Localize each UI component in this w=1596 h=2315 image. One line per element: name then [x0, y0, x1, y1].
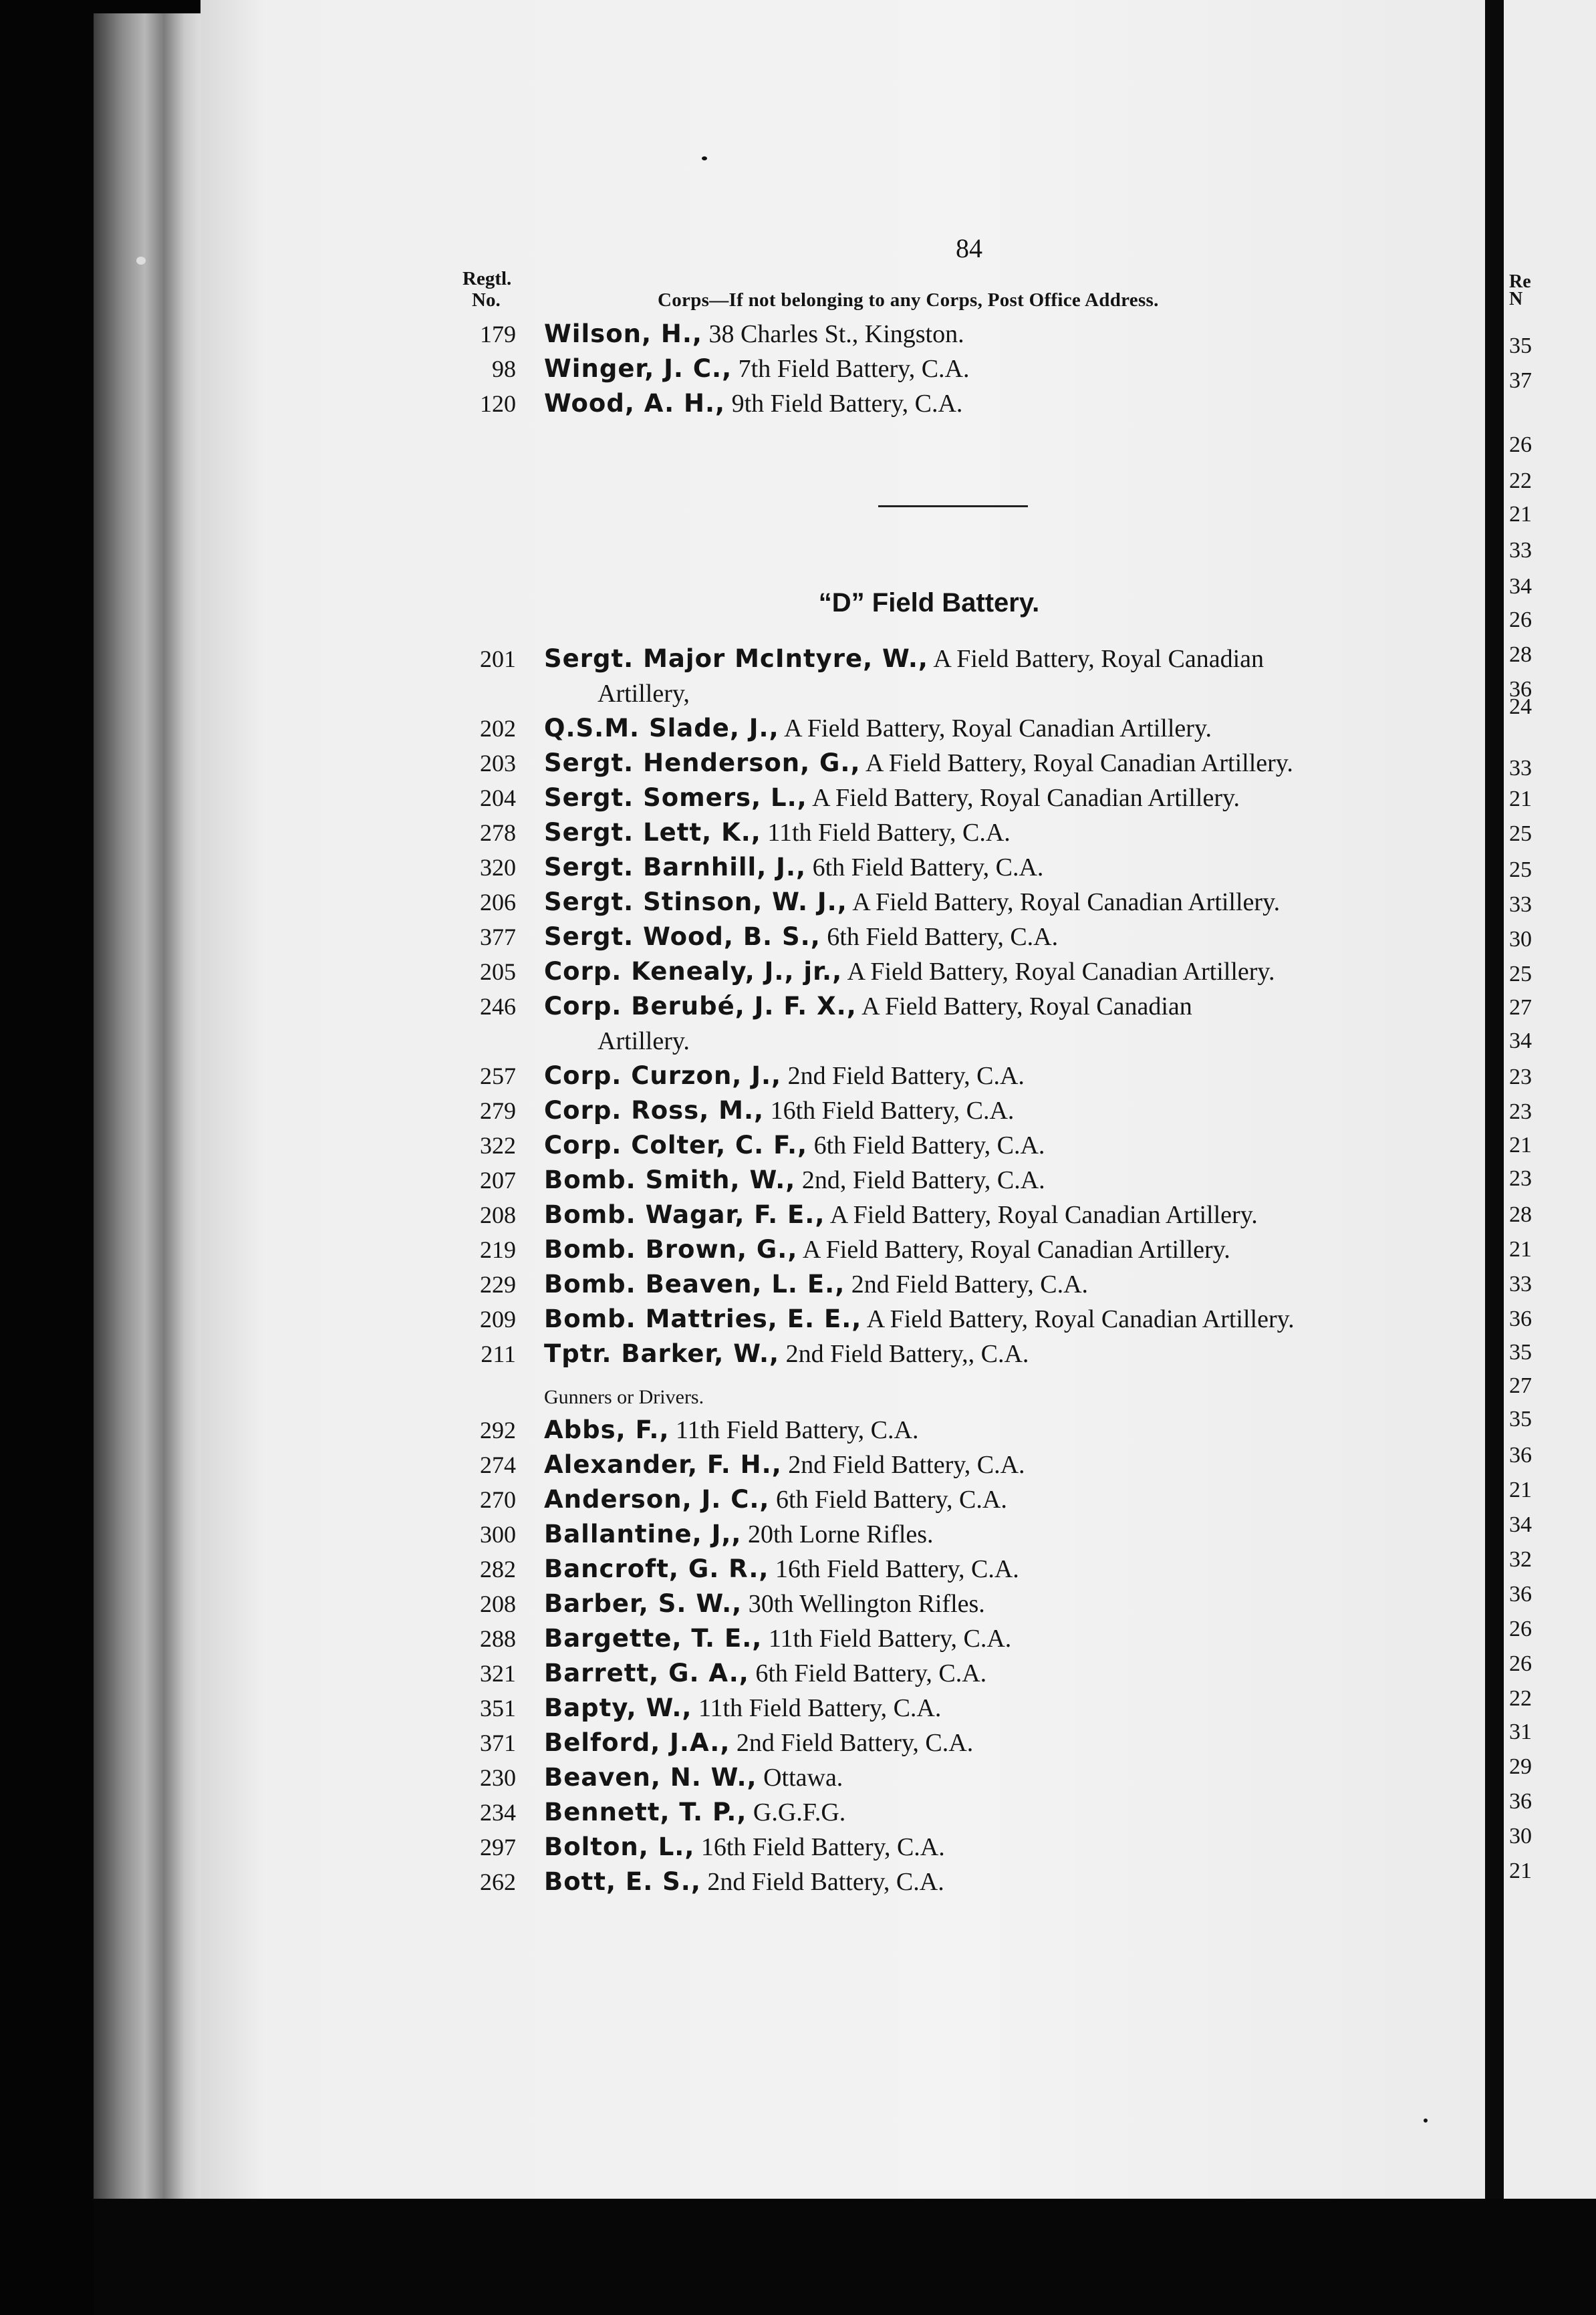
entry-text	[544, 352, 969, 386]
adjacent-page-number: 25	[1509, 821, 1532, 846]
entry-name: Beaven, N. W.,	[544, 1763, 757, 1792]
regimental-number: 207	[480, 1167, 516, 1194]
adjacent-page-number: 21	[1509, 1133, 1532, 1158]
adjacent-page-number: 28	[1509, 1202, 1532, 1227]
regimental-number: 230	[480, 1764, 516, 1791]
entry-name: Bennett, T. P.,	[544, 1798, 747, 1826]
entry-address: 6th Field Battery, C.A.	[755, 1659, 987, 1687]
entry-name: Bolton, L.,	[544, 1832, 695, 1861]
entry-text	[544, 1621, 1011, 1656]
list-item	[434, 1163, 1464, 1198]
list-item	[434, 1337, 1464, 1371]
regimental-number: 98	[492, 356, 516, 382]
entry-name: Anderson, J. C.,	[544, 1485, 770, 1514]
adjacent-page-number: 36	[1509, 1443, 1532, 1468]
regimental-number: 351	[480, 1695, 516, 1722]
list-item	[434, 1795, 1464, 1830]
adjacent-page-number: 27	[1509, 1373, 1532, 1398]
entry-address: A Field Battery, Royal Canadian Artillery.	[865, 749, 1293, 777]
column-header-no: No.	[472, 289, 501, 311]
entry-address: 6th Field Battery, C.A.	[813, 1131, 1045, 1160]
entry-address: A Field Battery, Royal Canadian Artillery.	[829, 1201, 1258, 1229]
list-item	[434, 1232, 1464, 1267]
regimental-number: 371	[480, 1730, 516, 1756]
regimental-number: 246	[480, 993, 516, 1020]
adjacent-page-number: 27	[1509, 995, 1532, 1020]
section-divider	[878, 505, 1028, 507]
adjacent-page-number: 25	[1509, 962, 1532, 986]
entry-address: 30th Wellington Rifles.	[748, 1590, 985, 1618]
adjacent-page-number: 33	[1509, 538, 1532, 563]
adjacent-page-header: N	[1509, 289, 1523, 309]
list-item	[434, 642, 1464, 708]
adjacent-page-number: 35	[1509, 1340, 1532, 1365]
entry-address: G.G.F.G.	[753, 1798, 846, 1826]
adjacent-page-number: 24	[1509, 694, 1532, 719]
adjacent-page-number: 36	[1509, 1307, 1532, 1331]
entry-name: Wilson, H.,	[544, 319, 702, 348]
list-item	[434, 781, 1464, 815]
entry-address: 6th Field Battery, C.A.	[776, 1486, 1007, 1514]
entry-name: Corp. Berubé, J. F. X.,	[544, 992, 857, 1020]
list-item	[434, 1656, 1464, 1691]
regimental-number: 282	[480, 1556, 516, 1583]
entry-name: Sergt. Lett, K.,	[544, 818, 761, 847]
adjacent-page-number: 29	[1509, 1754, 1532, 1779]
adjacent-page-number: 35	[1509, 333, 1532, 358]
adjacent-page-number: 35	[1509, 1407, 1532, 1432]
list-item	[434, 1865, 1464, 1899]
entry-name: Sergt. Henderson, G.,	[544, 748, 861, 777]
entry-text	[544, 920, 1058, 954]
entry-text	[544, 711, 1212, 746]
list-item	[434, 1448, 1464, 1482]
adjacent-page-number: 33	[1509, 1272, 1532, 1297]
entry-name: Belford, J.A.,	[544, 1728, 730, 1757]
entry-text	[544, 1267, 1088, 1302]
entry-text	[544, 1656, 986, 1691]
entry-text	[544, 1093, 1014, 1128]
regimental-number: 262	[480, 1869, 516, 1895]
regimental-number: 270	[480, 1486, 516, 1513]
entry-address: A Field Battery, Royal Canadian Artillery.	[866, 1305, 1295, 1333]
entry-text	[544, 1302, 1295, 1337]
entry-address: A Field Battery, Royal Canadian Artillery.	[847, 958, 1275, 986]
regimental-number: 322	[480, 1132, 516, 1159]
entry-text	[544, 1830, 945, 1865]
list-item	[434, 711, 1464, 746]
list-item	[434, 885, 1464, 920]
entry-text	[544, 1232, 1230, 1267]
scan-border	[94, 2199, 1596, 2315]
adjacent-page-number: 30	[1509, 927, 1532, 952]
entry-address: A Field Battery, Royal Canadian	[933, 645, 1264, 673]
entry-name: Sergt. Barnhill, J.,	[544, 853, 807, 881]
entry-text	[544, 1337, 1029, 1371]
list-item	[434, 954, 1464, 989]
entry-address: 11th Field Battery, C.A.	[767, 819, 1011, 847]
list-item	[434, 1267, 1464, 1302]
page-speck	[136, 257, 146, 265]
section-title: “D” Field Battery.	[818, 588, 1040, 618]
entry-address: 11th Field Battery, C.A.	[676, 1416, 919, 1444]
regimental-number: 208	[480, 1202, 516, 1228]
regimental-number: 120	[480, 390, 516, 417]
entry-address: 6th Field Battery, C.A.	[812, 853, 1044, 881]
entry-name: Ballantine, J,,	[544, 1520, 742, 1548]
regimental-number: 292	[480, 1417, 516, 1444]
entry-address: 6th Field Battery, C.A.	[827, 923, 1059, 951]
book-binding-edge	[94, 13, 207, 2205]
regimental-number: 279	[480, 1097, 516, 1124]
adjacent-page-number: 37	[1509, 368, 1532, 393]
adjacent-page-number: 21	[1509, 1237, 1532, 1262]
entry-text	[544, 1726, 973, 1760]
list-item	[434, 1413, 1464, 1448]
list-item	[434, 1726, 1464, 1760]
entry-text	[544, 1198, 1258, 1232]
entry-text	[544, 885, 1280, 920]
adjacent-page-number: 22	[1509, 1686, 1532, 1711]
adjacent-page-number: 26	[1509, 607, 1532, 632]
regimental-number: 257	[480, 1063, 516, 1089]
list-item	[434, 352, 1464, 386]
entry-address: 16th Field Battery, C.A.	[700, 1833, 945, 1861]
entry-address: 11th Field Battery, C.A.	[768, 1625, 1012, 1653]
entry-name: Corp. Colter, C. F.,	[544, 1131, 808, 1160]
adjacent-page-number: 34	[1509, 1512, 1532, 1537]
list-item	[434, 1302, 1464, 1337]
regimental-number: 179	[480, 321, 516, 348]
entry-continuation: Artillery.	[597, 1027, 690, 1055]
list-item	[434, 1128, 1464, 1163]
entry-address: 2nd Field Battery, C.A.	[788, 1451, 1025, 1479]
entry-name: Corp. Kenealy, J., jr.,	[544, 957, 843, 986]
adjacent-page-number: 26	[1509, 432, 1532, 457]
adjacent-page-number: 32	[1509, 1547, 1532, 1572]
entry-text	[544, 850, 1043, 885]
adjacent-page-number: 36	[1509, 1789, 1532, 1814]
entry-text	[544, 386, 962, 421]
entry-name: Barber, S. W.,	[544, 1589, 743, 1618]
entry-address: A Field Battery, Royal Canadian	[861, 992, 1192, 1020]
adjacent-page-number: 36	[1509, 677, 1532, 702]
entry-address: A Field Battery, Royal Canadian Artillery.	[852, 888, 1281, 916]
page-speck	[702, 156, 707, 160]
entry-name: Bomb. Wagar, F. E.,	[544, 1200, 825, 1229]
entry-text	[544, 746, 1293, 781]
page-speck	[1424, 2119, 1428, 2123]
entry-address: 9th Field Battery, C.A.	[731, 390, 963, 418]
entry-text	[544, 1448, 1025, 1482]
entry-name: Abbs, F.,	[544, 1415, 670, 1444]
list-item	[434, 920, 1464, 954]
adjacent-page-number: 34	[1509, 574, 1532, 599]
adjacent-page-number: 33	[1509, 756, 1532, 781]
adjacent-page-number: 26	[1509, 1617, 1532, 1641]
entry-name: Sergt. Stinson, W. J.,	[544, 888, 847, 916]
entry-name: Wood, A. H.,	[544, 389, 726, 418]
regimental-number: 300	[480, 1521, 516, 1548]
entry-text	[544, 989, 1192, 1024]
entry-name: Sergt. Somers, L.,	[544, 783, 807, 812]
list-item	[434, 1830, 1464, 1865]
entry-address: 16th Field Battery, C.A.	[775, 1555, 1019, 1583]
entry-text	[544, 815, 1011, 850]
regimental-number: 297	[480, 1834, 516, 1861]
regimental-number: 288	[480, 1625, 516, 1652]
adjacent-page-number: 36	[1509, 1582, 1532, 1607]
regimental-number: 234	[480, 1799, 516, 1826]
entry-address: 38 Charles St., Kingston.	[708, 320, 964, 348]
entry-continuation: Artillery,	[597, 680, 690, 708]
entry-text	[544, 1865, 944, 1899]
entry-name: Q.S.M. Slade, J.,	[544, 714, 779, 742]
regimental-number: 274	[480, 1452, 516, 1478]
entry-name: Bomb. Brown, G.,	[544, 1235, 798, 1264]
entry-name: Bomb. Smith, W.,	[544, 1166, 796, 1194]
entry-text	[544, 1128, 1045, 1163]
entry-address: 2nd, Field Battery, C.A.	[801, 1166, 1045, 1194]
column-header-regtl: Regtl.	[462, 268, 512, 289]
entry-name: Bomb. Mattries, E. E.,	[544, 1305, 862, 1333]
regimental-number: 209	[480, 1306, 516, 1333]
regimental-number: 320	[480, 854, 516, 881]
entry-address: 20th Lorne Rifles.	[747, 1520, 934, 1548]
adjacent-page-number: 30	[1509, 1824, 1532, 1849]
list-item	[434, 1760, 1464, 1795]
list-item	[434, 850, 1464, 885]
entry-address: Ottawa.	[763, 1764, 843, 1792]
adjacent-page-number: 21	[1509, 1859, 1532, 1883]
entry-address: 11th Field Battery, C.A.	[698, 1694, 942, 1722]
regimental-number: 219	[480, 1236, 516, 1263]
regimental-number: 203	[480, 750, 516, 777]
entry-address: 2nd Field Battery, C.A.	[736, 1729, 974, 1757]
list-item	[434, 1198, 1464, 1232]
entry-address: A Field Battery, Royal Canadian Artillery.	[812, 784, 1240, 812]
adjacent-page-number: 31	[1509, 1720, 1532, 1744]
entry-name: Alexander, F. H.,	[544, 1450, 782, 1479]
list-item	[434, 1621, 1464, 1656]
regimental-number: 201	[480, 646, 516, 672]
entry-name: Bott, E. S.,	[544, 1867, 701, 1896]
adjacent-page-number: 21	[1509, 1478, 1532, 1502]
regimental-number: 205	[480, 958, 516, 985]
adjacent-page-number: 21	[1509, 502, 1532, 527]
list-item	[434, 746, 1464, 781]
list-item	[434, 386, 1464, 421]
entry-name: Sergt. Major McIntyre, W.,	[544, 644, 928, 673]
entry-name: Tptr. Barker, W.,	[544, 1339, 780, 1368]
list-item	[434, 1552, 1464, 1587]
list-item	[434, 1587, 1464, 1621]
adjacent-page-number: 23	[1509, 1166, 1532, 1191]
entry-name: Sergt. Wood, B. S.,	[544, 922, 821, 951]
entry-name: Corp. Curzon, J.,	[544, 1061, 782, 1090]
entry-text	[544, 1552, 1019, 1587]
entry-address: 2nd Field Battery,, C.A.	[785, 1340, 1029, 1368]
regimental-number: 229	[480, 1271, 516, 1298]
entry-text	[544, 1059, 1025, 1093]
adjacent-page-header: Re	[1509, 271, 1531, 292]
list-item	[434, 1482, 1464, 1517]
adjacent-page-number: 21	[1509, 787, 1532, 811]
column-header-corps: Corps—If not belonging to any Corps, Post Office Address.	[658, 289, 1159, 311]
regimental-number: 208	[480, 1591, 516, 1617]
list-item	[434, 989, 1464, 1055]
entry-address: 16th Field Battery, C.A.	[770, 1097, 1015, 1125]
list-item	[434, 1517, 1464, 1552]
entry-name: Bomb. Beaven, L. E.,	[544, 1270, 845, 1299]
entry-name: Corp. Ross, M.,	[544, 1096, 765, 1125]
entry-address: 2nd Field Battery, C.A.	[787, 1062, 1025, 1090]
gunners-heading: Gunners or Drivers.	[544, 1386, 704, 1408]
entry-text	[544, 1795, 845, 1830]
page-number: 84	[956, 233, 982, 263]
entry-text	[544, 317, 964, 352]
list-item	[434, 1093, 1464, 1128]
entry-text	[544, 781, 1240, 815]
list-item	[434, 815, 1464, 850]
entry-name: Bancroft, G. R.,	[544, 1554, 769, 1583]
adjacent-page-edge	[1504, 0, 1596, 2205]
entry-address: 2nd Field Battery, C.A.	[851, 1270, 1089, 1299]
regimental-number: 206	[480, 889, 516, 916]
adjacent-page-number: 25	[1509, 857, 1532, 882]
regimental-number: 204	[480, 785, 516, 811]
regimental-number: 278	[480, 819, 516, 846]
entry-name: Bargette, T. E.,	[544, 1624, 763, 1653]
page-gutter	[1485, 0, 1504, 2219]
entry-text	[544, 642, 1264, 676]
adjacent-page-number: 23	[1509, 1065, 1532, 1089]
entry-address: A Field Battery, Royal Canadian Artillery.	[802, 1236, 1230, 1264]
entry-name: Winger, J. C.,	[544, 354, 733, 383]
regimental-number: 377	[480, 924, 516, 950]
entry-text	[544, 1691, 941, 1726]
entry-address: 7th Field Battery, C.A.	[738, 355, 970, 383]
entry-name: Bapty, W.,	[544, 1693, 692, 1722]
entry-address: 2nd Field Battery, C.A.	[707, 1868, 944, 1896]
regimental-number: 321	[480, 1660, 516, 1687]
entry-text	[544, 1587, 985, 1621]
list-item	[434, 317, 1464, 352]
entry-text	[544, 954, 1275, 989]
entry-text	[544, 1760, 843, 1795]
entry-name: Barrett, G. A.,	[544, 1659, 749, 1687]
entry-text	[544, 1163, 1045, 1198]
entry-address: A Field Battery, Royal Canadian Artillery.	[784, 714, 1212, 742]
adjacent-page-number: 28	[1509, 642, 1532, 667]
adjacent-page-number: 22	[1509, 468, 1532, 493]
entry-text	[544, 1517, 934, 1552]
adjacent-page-number: 33	[1509, 892, 1532, 917]
regimental-number: 202	[480, 715, 516, 742]
entry-text	[544, 1482, 1007, 1517]
list-item	[434, 1691, 1464, 1726]
entry-text	[544, 1413, 918, 1448]
adjacent-page-number: 34	[1509, 1029, 1532, 1053]
list-item	[434, 1059, 1464, 1093]
adjacent-page-number: 23	[1509, 1099, 1532, 1124]
adjacent-page-number: 26	[1509, 1651, 1532, 1676]
regimental-number: 211	[481, 1341, 516, 1367]
